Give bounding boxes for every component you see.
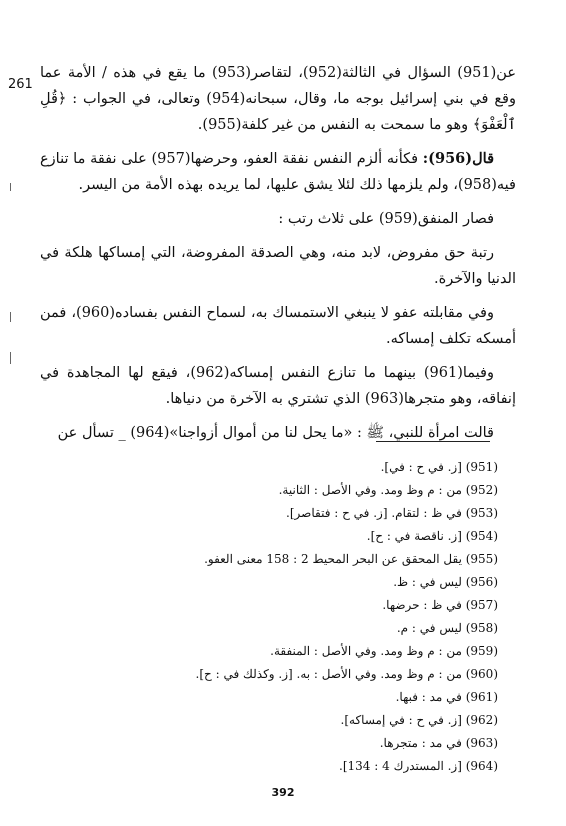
paragraph-7: قالت امرأة للنبي، ﷺ : «ما يحل لنا من أموال أزواجنا»(964) _ تسأل عن	[57, 425, 494, 441]
paragraph-5: وفي مقابلته عفو لا ينبغي الاستمساك به، لسماح النفس بفساده(960)، فمن أمسكه تكلف إمساكه.	[40, 305, 516, 347]
footnote-item: (955) يقل المحقق عن البحر المحيط 2 : 158 معنى العفو.	[204, 552, 498, 566]
footnote-item: (960) من : م وظ ومد. وفي الأصل : به. [ز. وكذلك في : ح].	[195, 667, 498, 681]
footnote-item: (951) [ز. في ح : في].	[380, 460, 498, 474]
footnote-item: (959) من : م وظ ومد. وفي الأصل : المنفقة.	[270, 644, 498, 658]
margin-mark	[10, 352, 11, 364]
margin-mark	[10, 312, 11, 322]
footnote-item: (953) في ظ : لتقام. [ز. في ح : فتقاصر].	[286, 506, 498, 520]
footnote-item: (954) [ز. ناقصة في : ح].	[366, 529, 498, 543]
footnotes	[40, 456, 516, 778]
footnote-item: (961) في مد : فبها.	[395, 690, 498, 704]
paragraph-4: رتبة حق مفروض، لابد منه، وهي الصدقة المفروضة، التي إمساكها هلكة في الدنيا والآخرة.	[40, 245, 516, 287]
main-text	[8, 60, 516, 454]
footnote-item: (962) [ز. في ح : في إمساكه].	[340, 713, 498, 727]
paragraph-number: 261	[8, 77, 33, 92]
margin-mark	[10, 183, 11, 191]
footnote-item: (958) ليس في : م.	[396, 621, 498, 635]
paragraph-3: فصار المنفق(959) على ثلاث رتب :	[278, 211, 494, 227]
footnote-separator	[376, 441, 490, 442]
paragraph-6: وفيما(961) بينهما ما تنازع النفس إمساكه(962)، فيقع لها المجاهدة في إنفاقه، وهو متجرها(963) الذي تشتري به الآخرة من دنياها.	[40, 365, 516, 407]
footnote-item: (956) ليس في : ظ.	[393, 575, 498, 589]
page-number: 392	[271, 786, 295, 799]
paragraph-1: عن(951) السؤال في الثالثة(952)، لتقاصر(953) ما يقع في هذه / الأمة عما وقع في بني إسرائيل بوجه ما، وقال، سبحانه(954) وتعالى، في الجواب : ﴿قُلِ ٱلْعَفْوَ﴾ وهو ما سمحت به النفس من غير كلفة(955).	[40, 65, 516, 133]
footnote-item: (957) في ظ : حرضها.	[382, 598, 498, 612]
paragraph-2-text: فكأنه ألزم النفس نفقة العفو، وحرضها(957) على نفقة ما تنازع فيه(958)، ولم يلزمها ذلك لئلا يشق عليها، لما يريده بهذه الأمة من اليسر.	[40, 151, 516, 193]
footnote-item: (964) [ز. المستدرك 4 : 134].	[339, 759, 498, 773]
footnote-item: (963) في مد : متجرها.	[379, 736, 498, 750]
qala-label: قال(956):	[422, 150, 495, 167]
paragraph-2	[40, 146, 516, 198]
footnote-item: (952) من : م وظ ومد. وفي الأصل : الثانية.	[278, 483, 498, 497]
